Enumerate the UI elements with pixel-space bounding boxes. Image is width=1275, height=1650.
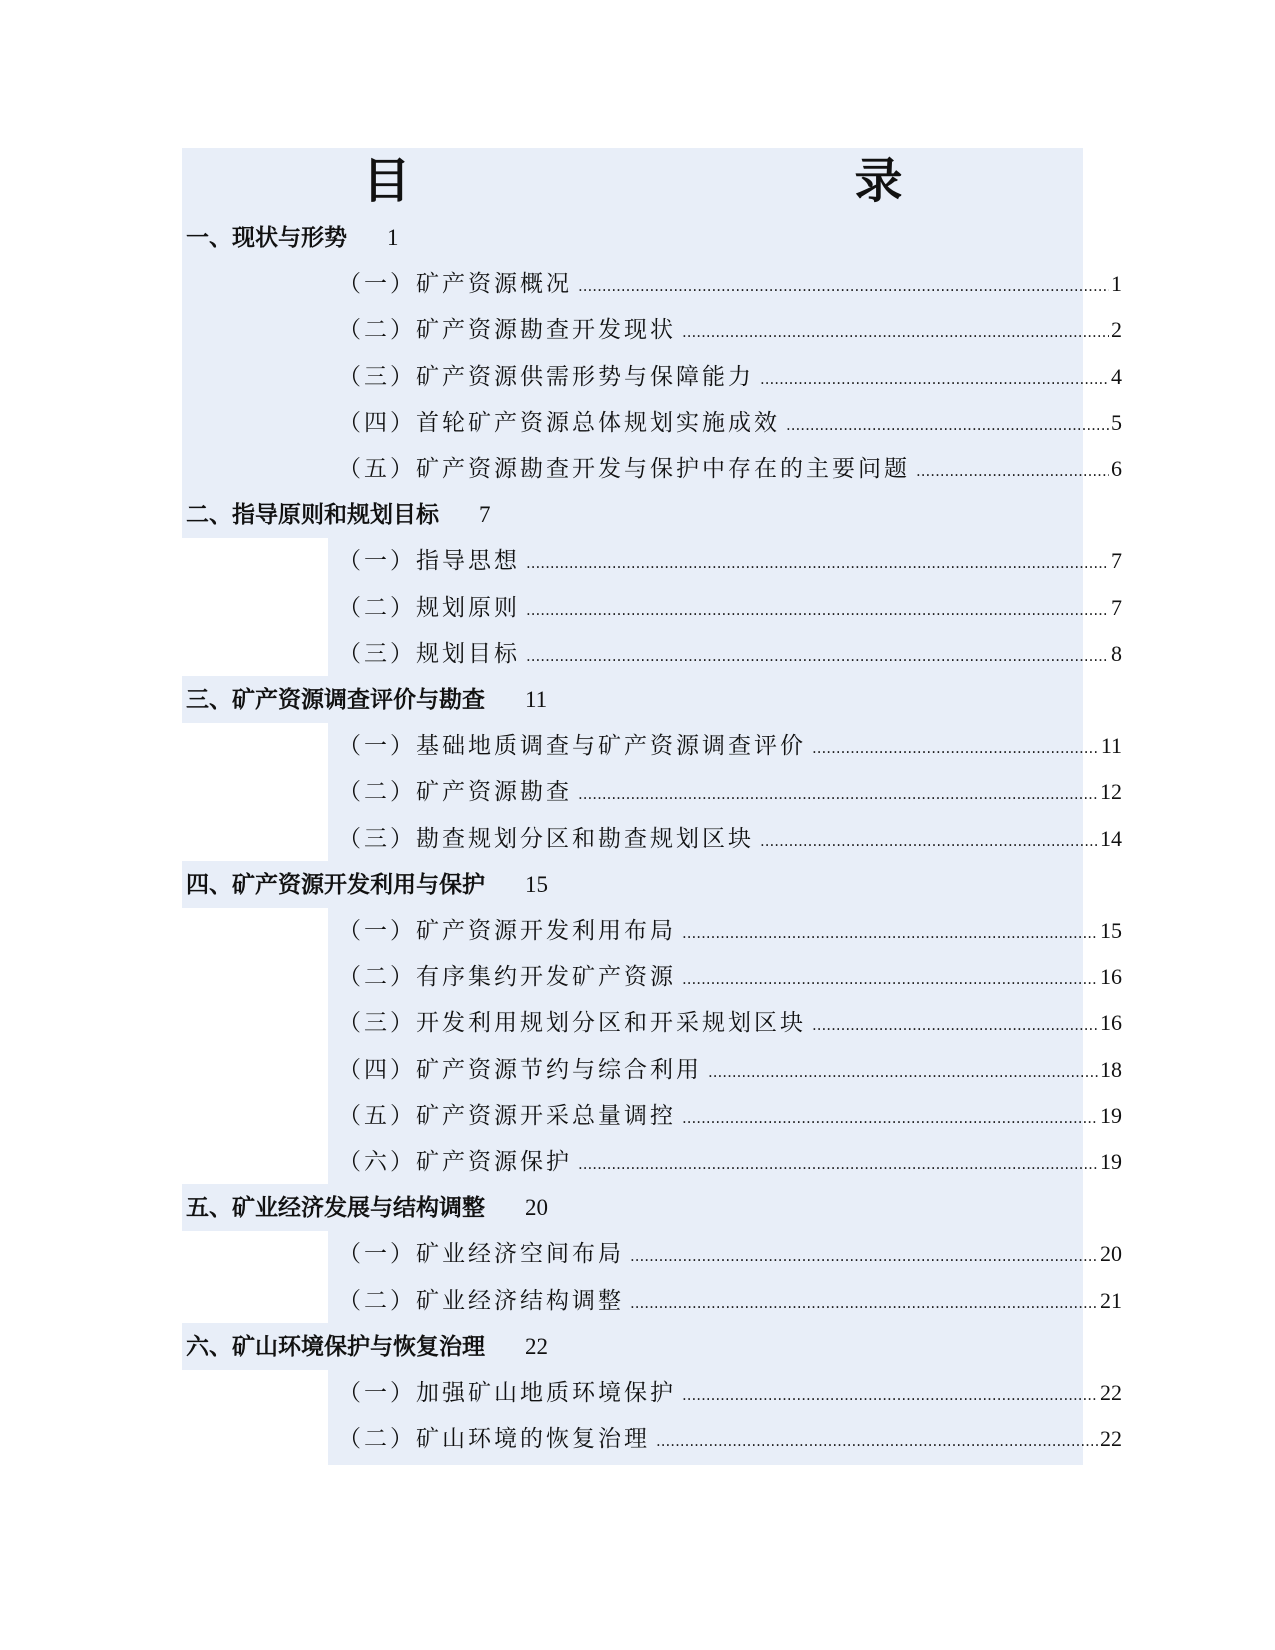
toc-entry-label: （二）矿山环境的恢复治理	[338, 1426, 650, 1453]
toc-section-label: 三、矿产资源调查评价与勘查	[186, 687, 485, 713]
toc-section-page: 7	[479, 502, 491, 528]
toc-dot-leader	[630, 1280, 1098, 1327]
toc-dot-leader	[682, 956, 1098, 1003]
toc-dot-leader	[812, 1002, 1098, 1049]
toc-entry[interactable]	[338, 584, 1122, 631]
toc-entry-page: 2	[1111, 317, 1122, 343]
toc-entry-label: （五）矿产资源开采总量调控	[338, 1102, 676, 1129]
toc-dot-leader	[578, 263, 1109, 310]
toc-entry-page: 12	[1100, 779, 1122, 805]
toc-section-page: 22	[525, 1333, 548, 1359]
toc-entry-page: 8	[1111, 640, 1122, 666]
toc-entry-page: 16	[1100, 964, 1122, 990]
toc-dot-leader	[760, 356, 1109, 403]
toc-dot-leader	[682, 309, 1109, 356]
toc-entry[interactable]	[338, 1138, 1122, 1185]
toc-entry-label: （一）基础地质调查与矿产资源调查评价	[338, 733, 806, 760]
toc-entry[interactable]	[338, 1230, 1122, 1277]
toc-dot-leader	[630, 1233, 1098, 1280]
toc-section-heading[interactable]	[186, 861, 548, 908]
toc-entry-label: （一）矿产资源概况	[338, 271, 572, 298]
toc-section-heading[interactable]	[186, 1184, 548, 1231]
toc-entry-label: （六）矿产资源保护	[338, 1149, 572, 1175]
toc-dot-leader	[656, 1418, 1098, 1465]
toc-entry-label: （二）规划原则	[338, 594, 520, 621]
toc-entry-page: 21	[1100, 1287, 1122, 1313]
toc-entry[interactable]	[338, 537, 1122, 584]
toc-dot-leader	[526, 633, 1109, 680]
toc-entry[interactable]	[338, 722, 1122, 769]
toc-section-page: 1	[387, 225, 399, 250]
toc-entry-page: 16	[1100, 1010, 1122, 1036]
toc-entry[interactable]	[338, 1277, 1122, 1324]
toc-dot-leader	[578, 1141, 1098, 1188]
toc-entry[interactable]	[338, 1369, 1122, 1416]
toc-entry-page: 19	[1100, 1149, 1122, 1174]
toc-dot-leader	[708, 1049, 1098, 1096]
toc-entry[interactable]	[338, 768, 1122, 815]
toc-dot-leader	[786, 402, 1109, 449]
toc-section-label: 二、指导原则和规划目标	[186, 502, 439, 529]
toc-entry-page: 14	[1100, 825, 1122, 851]
toc-entry-label: （三）开发利用规划分区和开采规划区块	[338, 1010, 806, 1037]
toc-entry-label: （二）矿产资源勘查开发现状	[338, 317, 676, 344]
toc-entry[interactable]	[338, 953, 1122, 1000]
toc-entry[interactable]	[338, 445, 1122, 492]
toc-entry-page: 1	[1111, 271, 1122, 297]
toc-dot-leader	[526, 540, 1109, 587]
toc-entry[interactable]	[338, 260, 1122, 307]
toc-entry-label: （三）规划目标	[338, 640, 520, 667]
toc-entry-label: （一）矿产资源开发利用布局	[338, 918, 676, 944]
toc-entry-page: 20	[1100, 1241, 1122, 1267]
toc-dot-leader	[812, 725, 1099, 772]
toc-section-page: 11	[525, 687, 548, 712]
toc-entry-label: （一）加强矿山地质环境保护	[338, 1380, 676, 1406]
toc-entry-page: 5	[1111, 409, 1122, 435]
toc-section-heading[interactable]	[186, 676, 547, 723]
toc-entry-page: 22	[1100, 1380, 1122, 1405]
toc-entry-label: （四）矿产资源节约与综合利用	[338, 1056, 702, 1083]
toc-entry-label: （一）矿业经济空间布局	[338, 1241, 624, 1268]
toc-entry[interactable]	[338, 999, 1122, 1046]
toc-section-heading[interactable]	[186, 214, 399, 261]
toc-entry-page: 7	[1111, 594, 1122, 620]
toc-entry-label: （三）矿产资源供需形势与保障能力	[338, 363, 754, 390]
toc-entry-page: 19	[1100, 1102, 1122, 1128]
toc-entry-label: （五）矿产资源勘查开发与保护中存在的主要问题	[338, 456, 910, 482]
toc-section-heading[interactable]	[186, 1323, 548, 1370]
toc-dot-leader	[682, 1372, 1098, 1419]
toc-entry[interactable]	[338, 1415, 1122, 1462]
toc-entry-label: （三）勘查规划分区和勘查规划区块	[338, 825, 754, 852]
toc-entry-page: 6	[1111, 456, 1122, 481]
toc-entry-page: 22	[1100, 1426, 1122, 1452]
toc-section-page: 15	[525, 871, 548, 897]
toc-entry[interactable]	[338, 399, 1122, 446]
toc-section-label: 一、现状与形势	[186, 225, 347, 251]
toc-entry[interactable]	[338, 630, 1122, 677]
toc-entry[interactable]	[338, 306, 1122, 353]
toc-entry-label: （二）有序集约开发矿产资源	[338, 964, 676, 991]
toc-dot-leader	[682, 1095, 1098, 1142]
toc-entry[interactable]	[338, 815, 1122, 862]
toc-entry-page: 4	[1111, 363, 1122, 389]
toc-section-label: 四、矿产资源开发利用与保护	[186, 871, 485, 898]
toc-entry[interactable]	[338, 1092, 1122, 1139]
toc-entry-page: 7	[1111, 548, 1122, 574]
toc-section-page: 20	[525, 1195, 548, 1221]
toc-dot-leader	[760, 818, 1098, 865]
toc-entry-label: （二）矿产资源勘查	[338, 779, 572, 806]
toc-section-label: 五、矿业经济发展与结构调整	[186, 1195, 485, 1222]
toc-dot-leader	[682, 910, 1098, 957]
toc-dot-leader	[526, 587, 1109, 634]
toc-title: 目 录	[362, 153, 1019, 209]
toc-entry[interactable]	[338, 1046, 1122, 1093]
toc-section-heading[interactable]	[186, 491, 491, 538]
toc-entry-page: 15	[1100, 918, 1122, 943]
toc-entry-page: 18	[1100, 1056, 1122, 1082]
toc-entry[interactable]	[338, 353, 1122, 400]
toc-entry-page: 11	[1100, 733, 1122, 759]
toc-entry[interactable]	[338, 907, 1122, 954]
toc-entry-label: （二）矿业经济结构调整	[338, 1287, 624, 1314]
toc-dot-leader	[578, 771, 1098, 818]
toc-entry-label: （一）指导思想	[338, 548, 520, 575]
toc-section-label: 六、矿山环境保护与恢复治理	[186, 1333, 485, 1360]
toc-entry-label: （四）首轮矿产资源总体规划实施成效	[338, 409, 780, 436]
toc-dot-leader	[916, 448, 1109, 495]
